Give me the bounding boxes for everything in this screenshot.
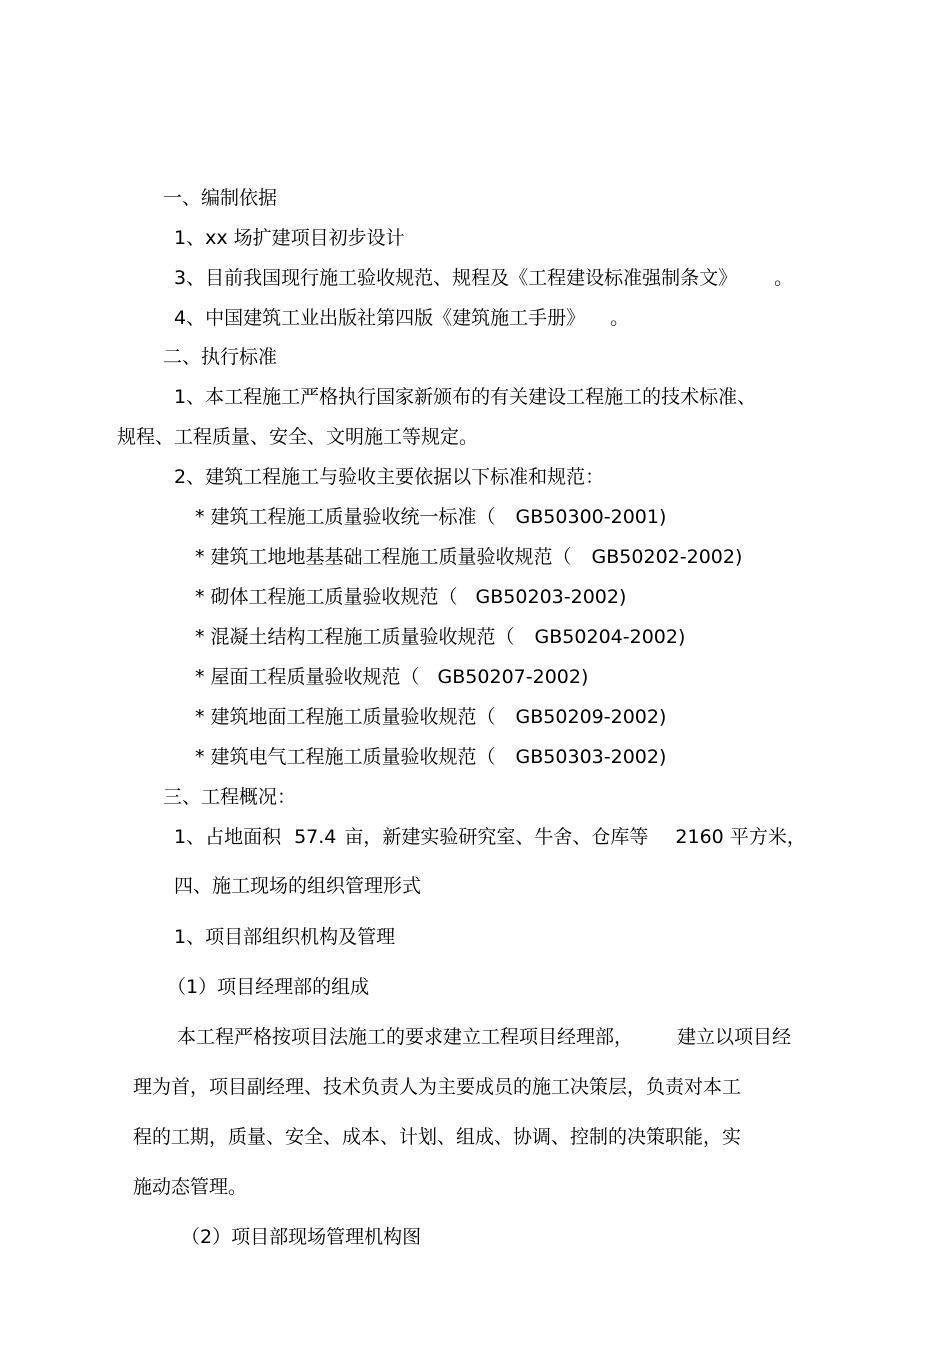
basis-item-4: [174, 306, 629, 330]
standard-entry: [195, 625, 685, 649]
org-item-1: 1、项目部组织机构及管理: [174, 926, 396, 948]
basis-item-4-end: 。: [610, 307, 630, 329]
section-1-heading: 一、编制依据: [163, 187, 278, 209]
basis-item-4-text: 4、中国建筑工业出版社第四版《建筑施工手册》: [174, 307, 586, 329]
standard-item-1-line-1: 1、本工程施工严格执行国家新颁布的有关建设工程施工的技术标准、: [174, 386, 757, 408]
overview-area-value: 57.4: [294, 826, 337, 848]
standard-code: GB50204-2002): [534, 626, 686, 648]
standard-entry: [195, 705, 666, 729]
standard-code: GB50203-2002): [475, 586, 627, 608]
section-4-heading: 四、施工现场的组织管理形式: [174, 875, 422, 897]
overview-item-1: [174, 825, 806, 849]
overview-label: 1、占地面积: [174, 826, 282, 848]
standard-entry: [195, 745, 666, 769]
standard-name: * 砌体工程施工质量验收规范（: [195, 586, 458, 608]
section-3-heading: 三、工程概况：: [163, 786, 297, 808]
overview-description: 亩，新建实验研究室、牛舍、仓库等: [344, 826, 649, 848]
standard-name: * 建筑地面工程施工质量验收规范（: [195, 706, 496, 728]
standard-item-2: 2、建筑工程施工与验收主要依据以下标准和规范：: [174, 466, 605, 488]
standard-entry: [195, 545, 742, 569]
basis-item-1: 1、xx 场扩建项目初步设计: [174, 227, 405, 249]
standard-code: GB50209-2002): [515, 706, 667, 728]
standard-entry: [195, 585, 626, 609]
org-subheading-2: （2）项目部现场管理机构图: [181, 1226, 422, 1248]
standard-name: * 建筑工地地基基础工程施工质量验收规范（: [195, 546, 572, 568]
org-subheading-1: （1）项目经理部的组成: [167, 976, 370, 998]
standard-code: GB50202-2002): [591, 546, 743, 568]
body-paragraph-line-4: 施动态管理。: [133, 1176, 248, 1198]
overview-building-area: 2160 平方米，: [675, 826, 806, 848]
standard-name: * 建筑工程施工质量验收统一标准（: [195, 506, 496, 528]
standard-name: * 建筑电气工程施工质量验收规范（: [195, 746, 496, 768]
body-paragraph-line-1b: 建立以项目经: [677, 1026, 792, 1048]
standard-entry: [195, 505, 666, 529]
body-paragraph-line-1: [177, 1025, 791, 1049]
standard-item-1-line-2: 规程、工程质量、安全、文明施工等规定。: [117, 426, 479, 448]
standard-entry: [195, 665, 588, 689]
body-paragraph-line-1a: 本工程严格按项目法施工的要求建立工程项目经理部，: [177, 1026, 634, 1048]
basis-item-3-text: 3、目前我国现行施工验收规范、规程及《工程建设标准强制条文》: [174, 267, 738, 289]
basis-item-3: [174, 266, 793, 290]
standard-name: * 混凝土结构工程施工质量验收规范（: [195, 626, 515, 648]
standard-code: GB50303-2002): [515, 746, 667, 768]
section-2-heading: 二、执行标准: [163, 346, 278, 368]
standard-code: GB50207-2002): [437, 666, 589, 688]
body-paragraph-line-3: 程的工期，质量、安全、成本、计划、组成、协调、控制的决策职能，实: [133, 1126, 742, 1148]
basis-item-3-end: 。: [774, 267, 794, 289]
standard-code: GB50300-2001): [515, 506, 667, 528]
body-paragraph-line-2: 理为首，项目副经理、技术负责人为主要成员的施工决策层，负责对本工: [133, 1076, 742, 1098]
standard-name: * 屋面工程质量验收规范（: [195, 666, 420, 688]
